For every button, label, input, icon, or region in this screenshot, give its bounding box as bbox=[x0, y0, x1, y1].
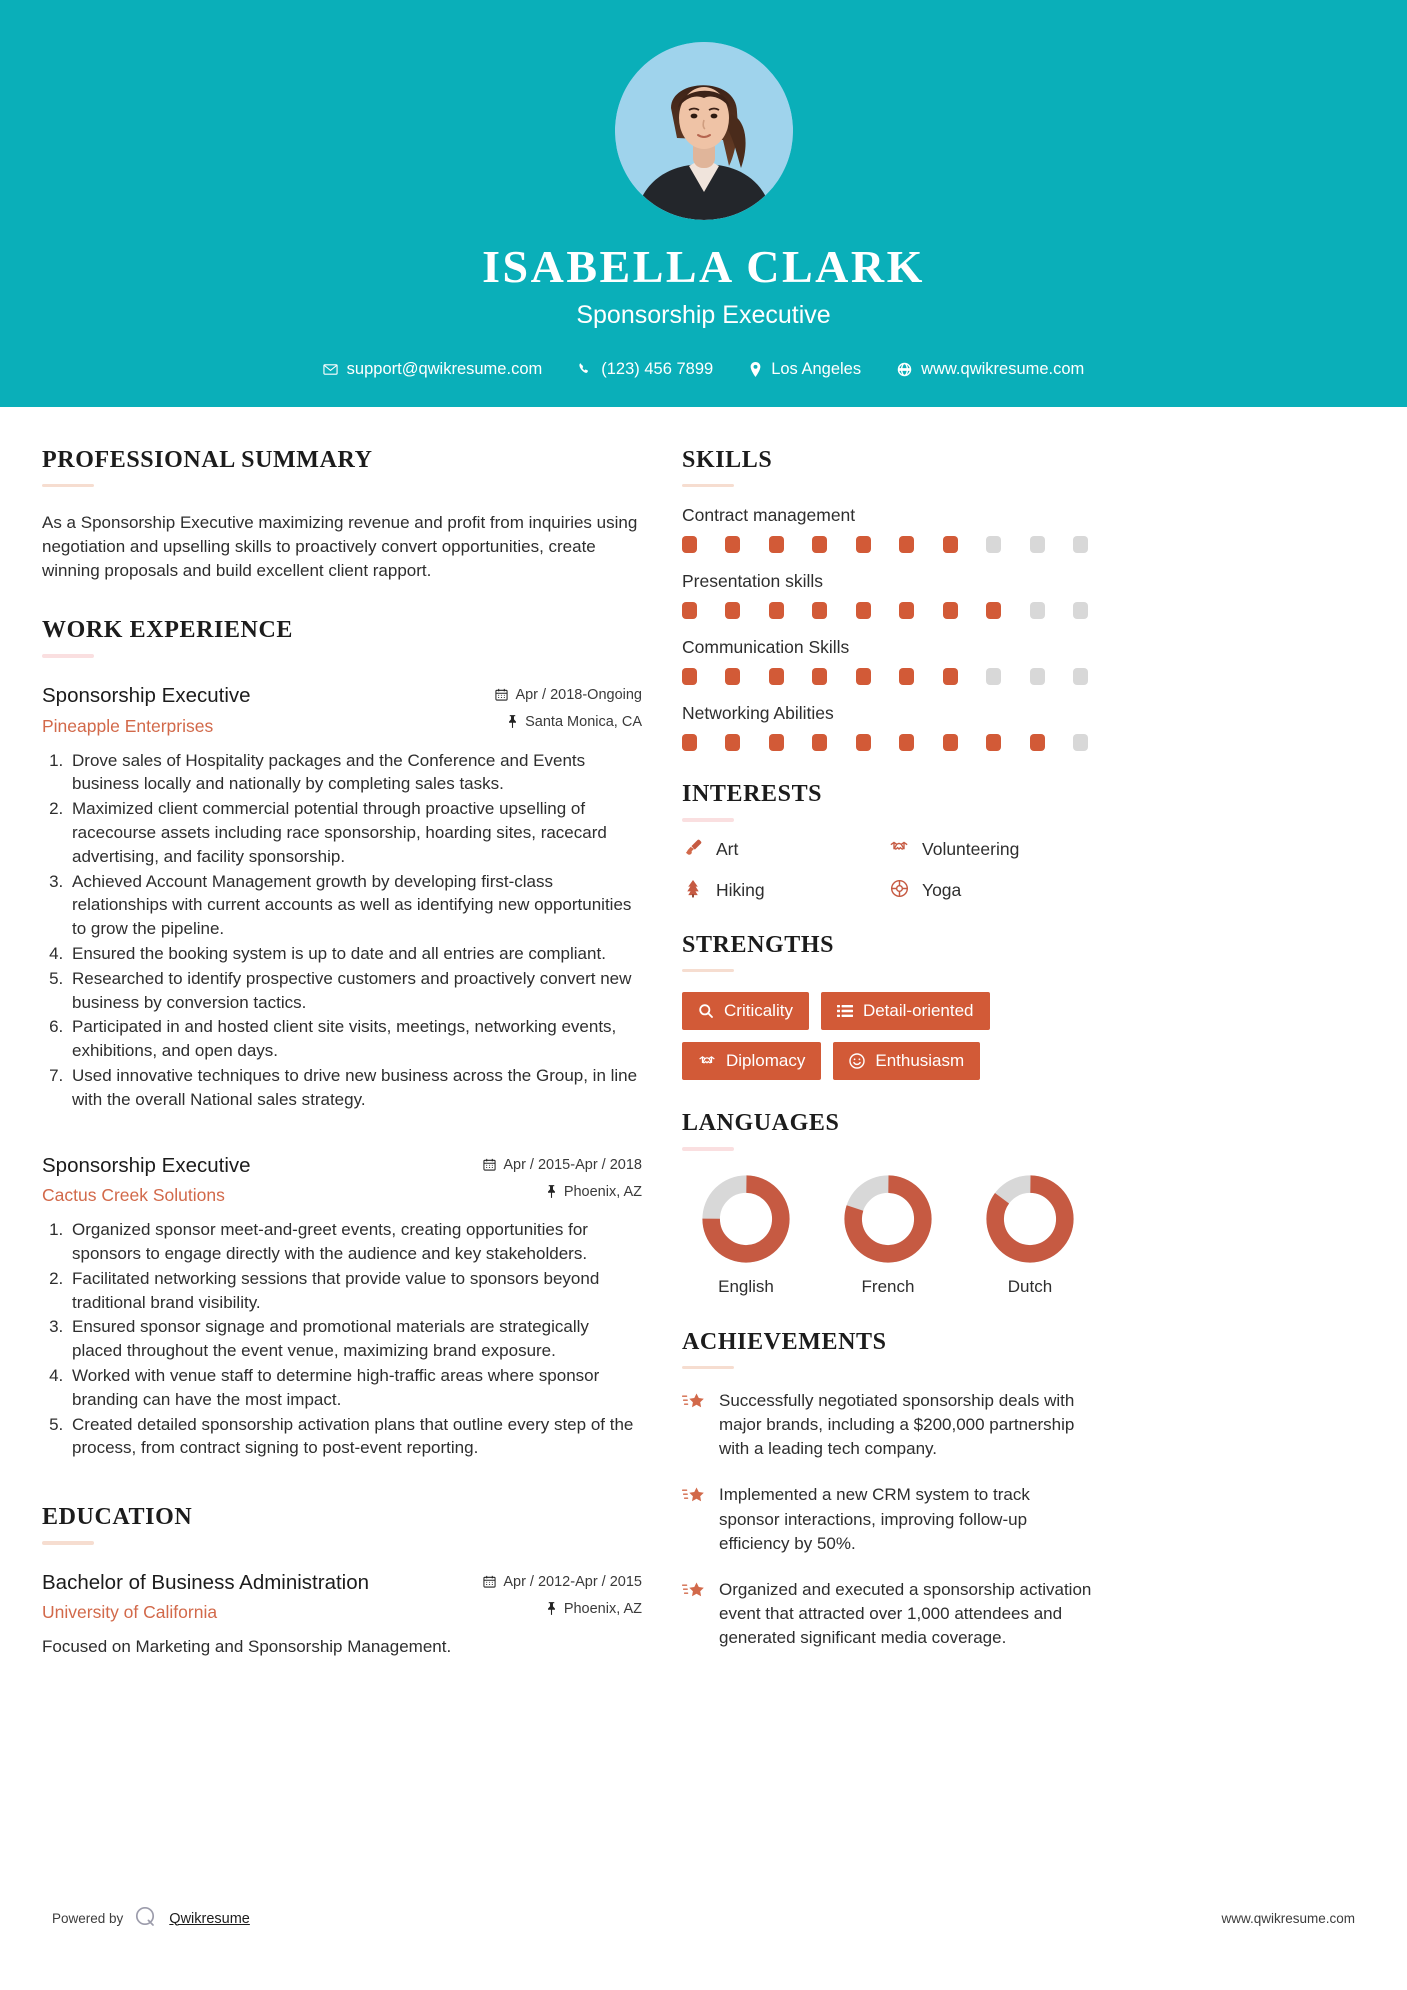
section-interests bbox=[682, 781, 1094, 920]
skill-dot bbox=[1030, 734, 1045, 751]
education-degree: Bachelor of Business Administration bbox=[42, 1570, 370, 1594]
education-location bbox=[483, 1601, 642, 1617]
strength-label: Diplomacy bbox=[726, 1051, 806, 1071]
section-title-strengths: STRENGTHS bbox=[682, 931, 835, 958]
strengths-grid bbox=[682, 992, 1094, 1080]
header-job-title: Sponsorship Executive bbox=[576, 300, 831, 329]
job-dates bbox=[495, 687, 642, 703]
skill-dot bbox=[856, 602, 871, 619]
list-item: 2. Facilitated networking sessions that provide value to sponsors beyond traditional brand visibility. bbox=[68, 1267, 642, 1315]
skill-rating bbox=[682, 668, 1088, 685]
map-pin-icon bbox=[749, 362, 762, 377]
strength-badge-enthusiasm[interactable] bbox=[833, 1042, 980, 1080]
interest-item bbox=[888, 879, 1094, 902]
skill-item bbox=[682, 637, 1094, 685]
strength-label: Detail-oriented bbox=[862, 1001, 974, 1021]
strength-label: Enthusiasm bbox=[875, 1051, 965, 1071]
skill-dot bbox=[1073, 536, 1088, 553]
section-underline bbox=[682, 1366, 734, 1370]
skill-dot bbox=[812, 602, 827, 619]
language-label: Dutch bbox=[1007, 1276, 1053, 1296]
globe-icon bbox=[897, 362, 912, 377]
skill-dot bbox=[986, 602, 1001, 619]
language-label: French bbox=[861, 1276, 915, 1296]
skill-dot bbox=[899, 536, 914, 553]
donut-chart-french bbox=[842, 1173, 934, 1265]
skill-rating bbox=[682, 536, 1088, 553]
interest-label: Yoga bbox=[922, 879, 962, 900]
phone-icon bbox=[578, 362, 592, 376]
contact-location bbox=[731, 360, 879, 379]
job-role: Sponsorship Executive bbox=[42, 1153, 251, 1177]
contact-phone-text: (123) 456 7899 bbox=[601, 359, 714, 378]
languages-chart bbox=[682, 1173, 1094, 1297]
skill-dot bbox=[1073, 668, 1088, 685]
resume-header bbox=[0, 0, 1407, 407]
section-title-education: EDUCATION bbox=[42, 1504, 193, 1531]
section-underline bbox=[682, 1147, 734, 1151]
section-underline bbox=[682, 484, 734, 488]
education-location-text: Phoenix, AZ bbox=[563, 1600, 642, 1617]
work-experience-item bbox=[42, 1152, 642, 1461]
language-item bbox=[682, 1173, 810, 1297]
section-underline bbox=[682, 969, 734, 973]
skill-dot bbox=[943, 734, 958, 751]
skill-dot bbox=[769, 536, 784, 553]
interest-item bbox=[682, 879, 888, 902]
skill-dot bbox=[725, 668, 740, 685]
skill-dot bbox=[986, 536, 1001, 553]
skill-dot bbox=[1073, 602, 1088, 619]
contact-email-text: support@qwikresume.com bbox=[346, 359, 543, 378]
interest-label: Art bbox=[716, 838, 739, 859]
job-dates bbox=[483, 1157, 642, 1173]
section-work-experience bbox=[42, 617, 642, 1460]
skill-dot bbox=[856, 668, 871, 685]
skill-dot bbox=[725, 734, 740, 751]
skill-dot bbox=[1073, 734, 1088, 751]
star-icon bbox=[682, 1483, 706, 1513]
powered-by-label: Powered by bbox=[52, 1911, 124, 1926]
section-professional-summary bbox=[42, 447, 642, 584]
language-label: English bbox=[718, 1276, 774, 1296]
powered-by bbox=[52, 1905, 250, 1932]
section-title-languages: LANGUAGES bbox=[682, 1110, 840, 1137]
strength-badge-criticality[interactable] bbox=[682, 992, 809, 1030]
education-dates bbox=[483, 1574, 642, 1590]
skill-dot bbox=[986, 734, 1001, 751]
list-item: 5. Researched to identify prospective customers and proactively convert new business by conversion tactics. bbox=[68, 967, 642, 1015]
contact-website[interactable] bbox=[879, 360, 1102, 379]
list-item: 3. Ensured sponsor signage and promotional materials are strategically placed throughout the event venue, maximizing brand exposure. bbox=[68, 1315, 642, 1363]
search-icon bbox=[698, 1003, 714, 1019]
right-column bbox=[682, 447, 1094, 1673]
strength-label: Criticality bbox=[724, 1001, 793, 1021]
section-underline bbox=[42, 484, 94, 488]
brand-link[interactable]: Qwikresume bbox=[169, 1910, 250, 1927]
professional-summary-text: As a Sponsorship Executive maximizing revenue and profit from inquiries using negotiation and upselling skills to proactively convert opportunities, create winning proposals and build excellent client rapport. bbox=[42, 513, 638, 581]
list-item: 1. Organized sponsor meet-and-greet events, creating opportunities for sponsors to engage directly with the audience and key stakeholders. bbox=[68, 1218, 642, 1266]
envelope-icon bbox=[323, 362, 338, 377]
section-education bbox=[42, 1504, 642, 1659]
skill-label: Presentation skills bbox=[682, 571, 824, 592]
skill-dot bbox=[682, 668, 697, 685]
pin-icon bbox=[546, 1185, 557, 1198]
section-achievements bbox=[682, 1329, 1094, 1651]
skill-dot bbox=[769, 668, 784, 685]
contact-phone[interactable] bbox=[560, 360, 731, 379]
skill-dot bbox=[899, 734, 914, 751]
section-title-skills: SKILLS bbox=[682, 446, 773, 473]
job-bullets bbox=[42, 1218, 642, 1460]
strength-badge-detail-oriented[interactable] bbox=[821, 992, 990, 1030]
skill-dot bbox=[899, 602, 914, 619]
skill-dot bbox=[812, 668, 827, 685]
job-location-text: Santa Monica, CA bbox=[525, 713, 642, 730]
skill-dot bbox=[943, 668, 958, 685]
skill-dot bbox=[682, 602, 697, 619]
calendar-icon bbox=[483, 1575, 496, 1588]
avatar-photo-icon bbox=[615, 42, 793, 220]
calendar-icon bbox=[483, 1158, 496, 1171]
section-underline bbox=[682, 818, 734, 822]
list-item: 6. Participated in and hosted client site visits, meetings, networking events, exhibitions, and open days. bbox=[68, 1015, 642, 1063]
skill-dot bbox=[943, 602, 958, 619]
achievement-item bbox=[682, 1578, 1094, 1650]
skill-label: Communication Skills bbox=[682, 637, 850, 658]
section-title-interests: INTERESTS bbox=[682, 781, 823, 808]
handshake-icon bbox=[888, 838, 910, 860]
skill-dot bbox=[812, 536, 827, 553]
star-icon bbox=[682, 1578, 706, 1608]
job-company: Cactus Creek Solutions bbox=[42, 1185, 225, 1206]
list-item: 3. Achieved Account Management growth by developing first-class relationships with current accounts as well as identifying new opportunities to grow the pipeline. bbox=[68, 870, 642, 941]
skill-dot bbox=[769, 734, 784, 751]
handshake-icon bbox=[698, 1053, 716, 1069]
skill-dot bbox=[1030, 668, 1045, 685]
star-icon bbox=[682, 1389, 706, 1419]
list-item: 5. Created detailed sponsorship activation plans that outline every step of the process, from contract signing to post-event reporting. bbox=[68, 1413, 642, 1461]
contact-email[interactable] bbox=[305, 360, 561, 379]
job-location bbox=[483, 1184, 642, 1200]
education-item bbox=[42, 1569, 642, 1659]
achievement-text: Successfully negotiated sponsorship deals with major brands, including a $200,000 partnership with a leading tech company. bbox=[719, 1391, 1075, 1459]
language-item bbox=[824, 1173, 952, 1297]
resume-body bbox=[0, 407, 1407, 1673]
section-skills bbox=[682, 447, 1094, 752]
job-company: Pineapple Enterprises bbox=[42, 715, 214, 736]
skill-item bbox=[682, 571, 1094, 619]
achievement-text: Organized and executed a sponsorship activation event that attracted over 1,000 attendees and generated significant media coverage. bbox=[719, 1579, 1092, 1648]
job-role: Sponsorship Executive bbox=[42, 683, 251, 707]
list-item: 7. Used innovative techniques to drive new business across the Group, in line with the overall National sales strategy. bbox=[68, 1064, 642, 1112]
education-description: Focused on Marketing and Sponsorship Management. bbox=[42, 1637, 452, 1657]
language-item bbox=[966, 1173, 1094, 1297]
job-dates-text: Apr / 2015-Apr / 2018 bbox=[503, 1156, 642, 1173]
skill-item bbox=[682, 703, 1094, 751]
skill-label: Networking Abilities bbox=[682, 703, 834, 724]
section-strengths bbox=[682, 932, 1094, 1081]
achievement-item bbox=[682, 1483, 1094, 1555]
skill-dot bbox=[769, 602, 784, 619]
achievement-item bbox=[682, 1389, 1094, 1461]
footer-url[interactable]: www.qwikresume.com bbox=[1221, 1911, 1355, 1926]
interests-grid bbox=[682, 838, 1094, 920]
work-experience-item bbox=[42, 682, 642, 1112]
donut-chart-dutch bbox=[984, 1173, 1076, 1265]
interest-item bbox=[888, 838, 1094, 861]
skill-dot bbox=[899, 668, 914, 685]
interest-label: Hiking bbox=[716, 879, 765, 900]
skill-dot bbox=[986, 668, 1001, 685]
pin-icon bbox=[546, 1602, 557, 1615]
section-title-professional-summary: PROFESSIONAL SUMMARY bbox=[42, 446, 373, 473]
pin-icon bbox=[507, 715, 518, 728]
skill-label: Contract management bbox=[682, 505, 856, 526]
achievements-list bbox=[682, 1389, 1094, 1650]
skill-dot bbox=[725, 536, 740, 553]
contact-location-text: Los Angeles bbox=[771, 359, 862, 378]
section-underline bbox=[42, 654, 94, 658]
skill-dot bbox=[856, 734, 871, 751]
donut-chart-english bbox=[700, 1173, 792, 1265]
list-item: 1. Drove sales of Hospitality packages and the Conference and Events business locally and nationally by completing sales tasks. bbox=[68, 749, 642, 797]
skill-dot bbox=[682, 536, 697, 553]
education-school: University of California bbox=[42, 1602, 218, 1623]
interest-label: Volunteering bbox=[922, 838, 1020, 859]
job-dates-text: Apr / 2018-Ongoing bbox=[515, 686, 642, 703]
job-location bbox=[495, 714, 642, 730]
list-icon bbox=[837, 1003, 853, 1019]
education-dates-text: Apr / 2012-Apr / 2015 bbox=[503, 1573, 642, 1590]
tree-icon bbox=[682, 879, 704, 902]
smiley-icon bbox=[849, 1053, 865, 1069]
qwikresume-logo-icon bbox=[134, 1905, 158, 1932]
paintbrush-icon bbox=[682, 838, 704, 861]
section-title-achievements: ACHIEVEMENTS bbox=[682, 1328, 887, 1355]
skill-dot bbox=[682, 734, 697, 751]
skill-dot bbox=[1030, 536, 1045, 553]
skill-item bbox=[682, 505, 1094, 553]
yoga-icon bbox=[888, 879, 910, 902]
skill-dot bbox=[856, 536, 871, 553]
calendar-icon bbox=[495, 688, 508, 701]
skill-dot bbox=[943, 536, 958, 553]
job-bullets bbox=[42, 749, 642, 1112]
list-item: 2. Maximized client commercial potential through proactive upselling of racecourse assets including race sponsorship, hoarding sites, racecard advertising, and facility sponsorship. bbox=[68, 797, 642, 868]
list-item: 4. Ensured the booking system is up to date and all entries are compliant. bbox=[68, 942, 642, 966]
section-languages bbox=[682, 1110, 1094, 1297]
job-location-text: Phoenix, AZ bbox=[563, 1183, 642, 1200]
strength-badge-diplomacy[interactable] bbox=[682, 1042, 821, 1080]
list-item: 4. Worked with venue staff to determine high-traffic areas where sponsor branding can have the most impact. bbox=[68, 1364, 642, 1412]
resume-footer bbox=[0, 1905, 1407, 1932]
skill-dot bbox=[1030, 602, 1045, 619]
page-title: ISABELLA CLARK bbox=[482, 241, 925, 292]
skill-rating bbox=[682, 602, 1088, 619]
contact-website-text: www.qwikresume.com bbox=[921, 359, 1085, 378]
skill-dot bbox=[812, 734, 827, 751]
achievement-text: Implemented a new CRM system to track sponsor interactions, improving follow-up efficiency by 50%. bbox=[719, 1485, 1030, 1553]
avatar bbox=[615, 42, 793, 220]
contact-row bbox=[0, 360, 1407, 379]
section-title-work-experience: WORK EXPERIENCE bbox=[42, 617, 294, 644]
section-underline bbox=[42, 1541, 94, 1545]
left-column bbox=[42, 447, 642, 1660]
interest-item bbox=[682, 838, 888, 861]
skill-dot bbox=[725, 602, 740, 619]
skill-rating bbox=[682, 734, 1088, 751]
